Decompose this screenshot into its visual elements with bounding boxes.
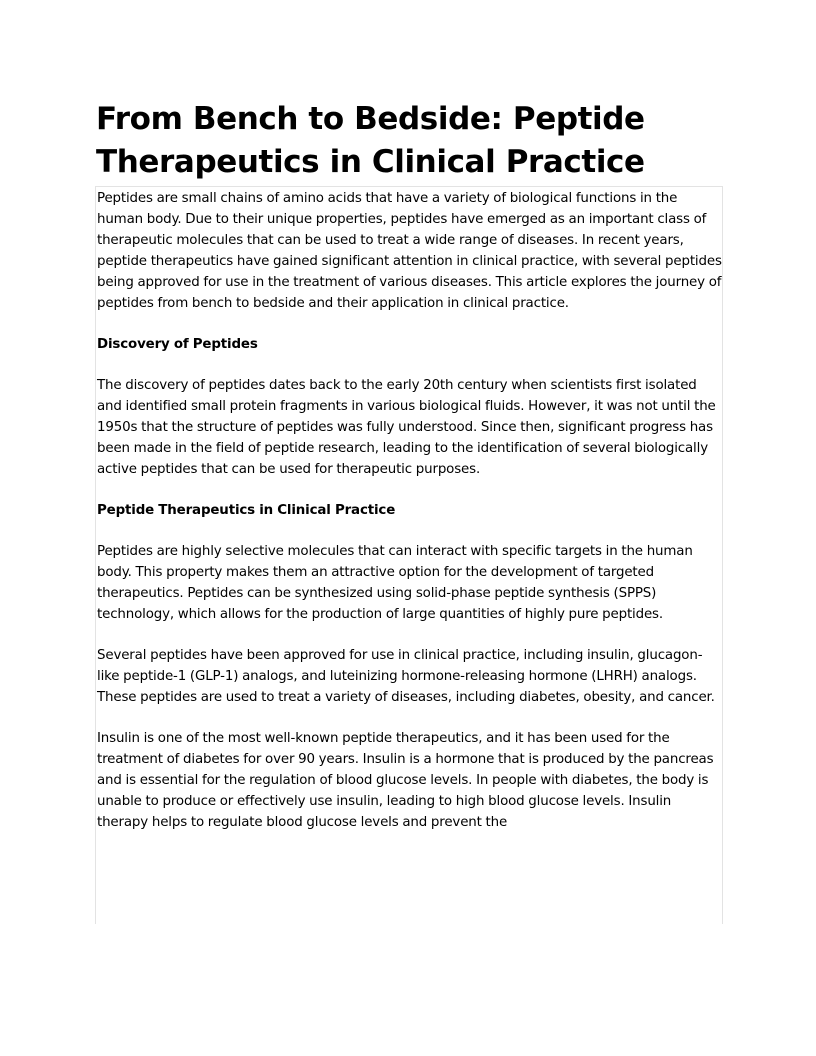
section-heading-clinical-practice: Peptide Therapeutics in Clinical Practice bbox=[97, 503, 396, 518]
section-heading-discovery: Discovery of Peptides bbox=[97, 337, 258, 352]
article-body bbox=[95, 186, 723, 924]
paragraph-discovery: The discovery of peptides dates back to the early 20th century when scientists first isolated and identified small protein fragments in various biological fluids. However, it was not until the 1950s that the structure of peptides was fully understood. Since then, significant progress has been made in the field of peptide research, leading to the identification of several biologically active peptides that can be used for therapeutic purposes. bbox=[97, 378, 716, 477]
document-title: From Bench to Bedside: Peptide Therapeutics in Clinical Practice bbox=[96, 101, 645, 180]
paragraph-intro: Peptides are small chains of amino acids that have a variety of biological functions in the human body. Due to their unique properties, peptides have emerged as an important class of therapeutic molecules that can be used to treat a wide range of diseases. In recent years, peptide therapeutics have gained significant attention in clinical practice, with several peptides being approved for use in the treatment of various diseases. This article explores the journey of peptides from bench to bedside and their application in clinical practice. bbox=[97, 191, 722, 311]
paragraph-insulin: Insulin is one of the most well-known peptide therapeutics, and it has been used for the treatment of diabetes for over 90 years. Insulin is a hormone that is produced by the pancreas and is essential for the regulation of blood glucose levels. In people with diabetes, the body is unable to produce or effectively use insulin, leading to high blood glucose levels. Insulin therapy helps to regulate blood glucose levels and prevent the bbox=[97, 731, 714, 830]
paragraph-approved-peptides: Several peptides have been approved for use in clinical practice, including insulin, glucagon-like peptide-1 (GLP-1) analogs, and luteinizing hormone-releasing hormone (LHRH) analogs. These peptides are used to treat a variety of diseases, including diabetes, obesity, and cancer. bbox=[97, 648, 715, 705]
paragraph-selectivity: Peptides are highly selective molecules that can interact with specific targets in the human body. This property makes them an attractive option for the development of targeted therapeutics. Peptides can be synthesized using solid-phase peptide synthesis (SPPS) technology, which allows for the production of large quantities of highly pure peptides. bbox=[97, 544, 693, 622]
